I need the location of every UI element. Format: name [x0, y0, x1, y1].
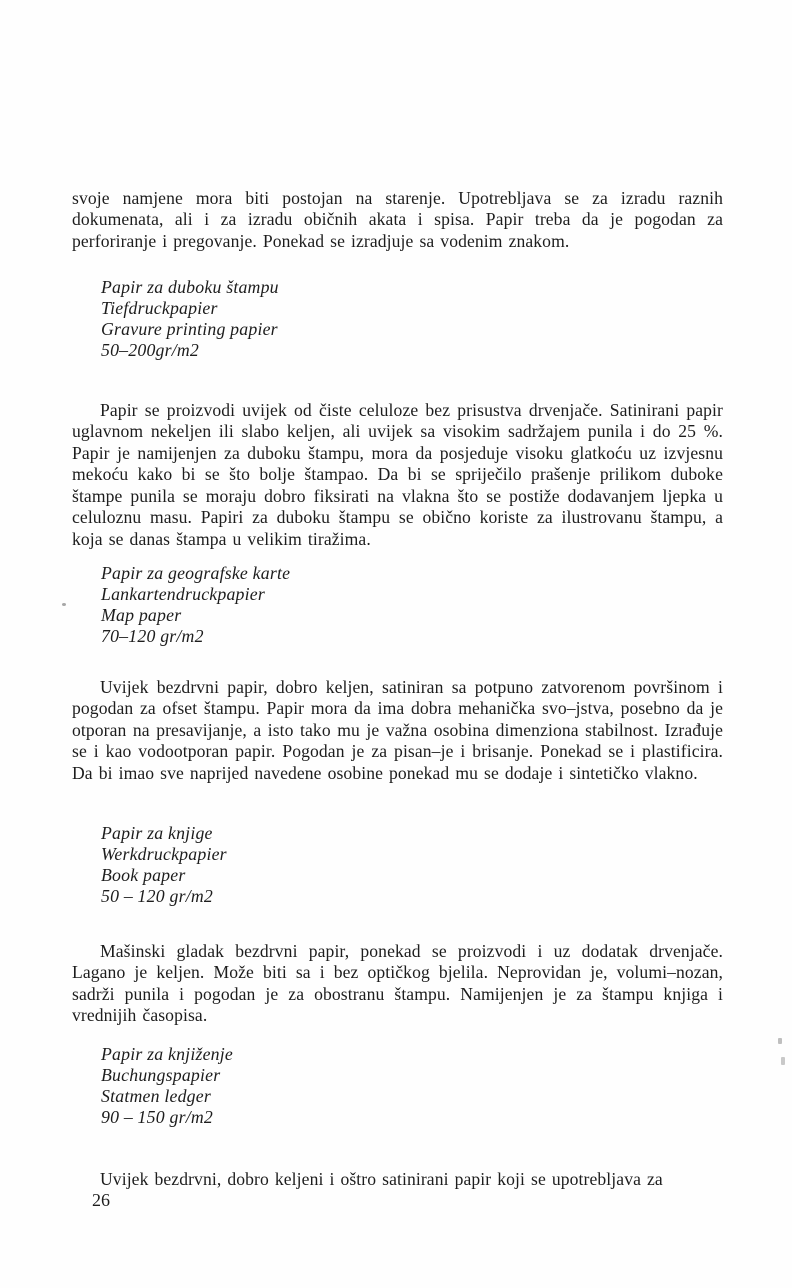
heading-grammage: 50 – 120 gr/m2 — [101, 886, 213, 906]
heading-title: Papir za knjige — [101, 823, 213, 843]
heading-english: Book paper — [101, 865, 186, 885]
section-body-geografske-karte: Uvijek bezdrvni papir, dobro keljen, satiniran sa potpuno zatvorenom površinom i pogodan za ofset štampu. Papir mora da ima dobra mehanička svo–jstva, posebno da je otporan na presavijanje, a isto tako mu je važna osobina dimenziona stabilnost. Izrađuje se i kao vodootporan papir. Pogodan je za pisan–je i brisanje. Ponekad se i plastificira. Da bi imao sve naprijed navedene osobine ponekad mu se dodaje i sintetičko vlakno. — [72, 676, 723, 783]
heading-german: Tiefdruckpapier — [101, 298, 218, 318]
section-body-knjizenje: Uvijek bezdrvni, dobro keljeni i oštro satinirani papir koji se upotrebljava za — [100, 1168, 663, 1189]
heading-title: Papir za duboku štampu — [101, 277, 279, 297]
heading-german: Buchungspapier — [101, 1065, 221, 1085]
section-heading-knjige — [101, 823, 561, 907]
heading-grammage: 70–120 gr/m2 — [101, 626, 204, 646]
section-body-duboku-stampu: Papir se proizvodi uvijek od čiste celuloze bez prisustva drvenjače. Satinirani papir uglavnom nekeljen ili slabo keljen, ali uvijek sa visokim sadržajem punila i do 25 %. Papir je namijenjen za duboku štampu, mora da posjeduje visoku glatkoću uz izvjesnu mekoću kako bi se što bolje štampao. Da bi se spriječilo prašenje prilikom duboke štampe punila se moraju dobro fiksirati na vlakna što se postiže dodavanjem ljepka u celuloznu masu. Papiri za duboku štampu se obično koriste za ilustrovanu štampu, a koja se danas štampa u velikim tiražima. — [72, 399, 723, 549]
heading-grammage: 90 – 150 gr/m2 — [101, 1107, 213, 1127]
section-heading-knjizenje — [101, 1044, 561, 1128]
heading-grammage: 50–200gr/m2 — [101, 340, 200, 360]
heading-title: Papir za geografske karte — [101, 563, 291, 583]
intro-paragraph: svoje namjene mora biti postojan na starenje. Upotrebljava se za izradu raznih dokumenata, ali i za izradu običnih akata i spisa. Papir treba da je pogodan za perforiranje i pregovanje. Ponekad se izradjuje sa vodenim znakom. — [72, 187, 723, 251]
heading-german: Lankartendruckpapier — [101, 584, 266, 604]
heading-english: Statmen ledger — [101, 1086, 211, 1106]
section-body-knjige: Mašinski gladak bezdrvni papir, ponekad se proizvodi i uz dodatak drvenjače. Lagano je keljen. Može biti sa i bez optičkog bjelila. Neprovidan je, volumi–nozan, sadrži punila i pogodan je za obostranu štampu. Namijenjen je za štampu knjiga i vrednijih časopisa. — [72, 940, 723, 1026]
heading-english: Gravure printing papier — [101, 319, 278, 339]
heading-title: Papir za knjiženje — [101, 1044, 234, 1064]
scan-speck — [778, 1038, 782, 1044]
section-heading-duboku-stampu — [101, 277, 561, 361]
heading-english: Map paper — [101, 605, 182, 625]
section-heading-geografske-karte — [101, 563, 561, 647]
page-number: 26 — [92, 1190, 110, 1210]
scan-speck — [62, 603, 66, 606]
heading-german: Werkdruckpapier — [101, 844, 227, 864]
scan-speck — [781, 1057, 785, 1065]
